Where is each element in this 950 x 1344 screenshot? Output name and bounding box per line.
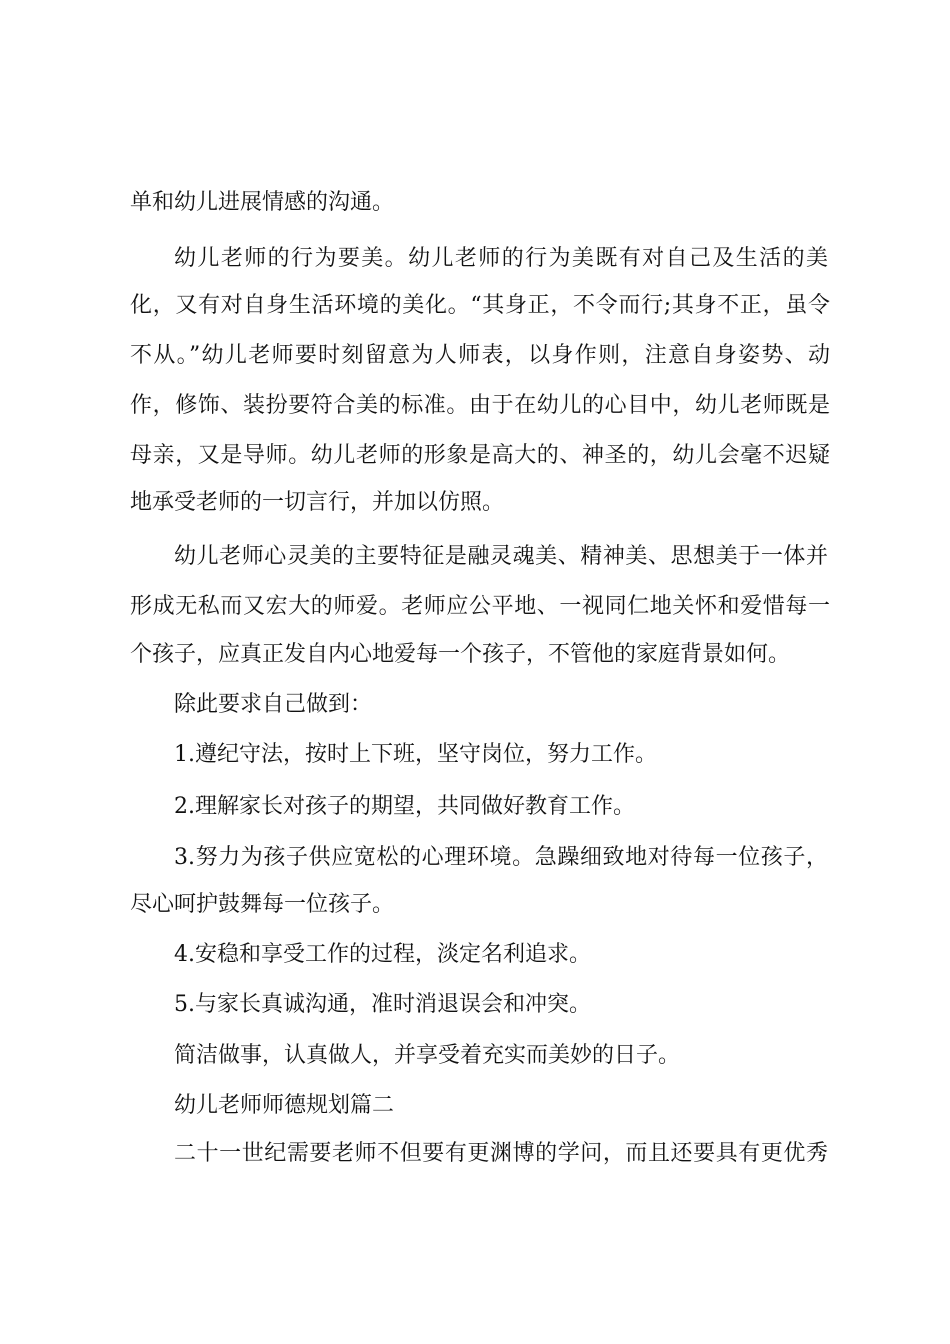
text-line: 单和幼儿进展情感的沟通。 [130, 190, 395, 215]
text-line: 除此要求自己做到： [174, 692, 373, 717]
text-line: 作，修饰、装扮要符合美的标准。由于在幼儿的心目中，幼儿老师既是 [130, 393, 830, 418]
text-line: 个孩子，应真正发自内心地爱每一个孩子，不管他的家庭背景如何。 [130, 642, 791, 667]
list-item: 5.与家长真诚沟通，准时消退误会和冲突。 [174, 992, 591, 1017]
text-line: 幼儿老师的行为要美。幼儿老师的行为美既有对自己及生活的美 [174, 246, 828, 271]
list-item: 3.努力为孩子供应宽松的心理环境。急躁细致地对待每一位孩子， [174, 845, 828, 870]
text-line: 化，又有对自身生活环境的美化。“其身正，不令而行;其身不正，虽令 [130, 293, 830, 318]
text-line: 二十一世纪需要老师不但要有更渊博的学问，而且还要具有更优秀 [174, 1141, 828, 1166]
list-item: 1.遵纪守法，按时上下班，坚守岗位，努力工作。 [174, 742, 657, 767]
list-item: 2.理解家长对孩子的期望，共同做好教育工作。 [174, 794, 635, 819]
text-line: 形成无私而又宏大的师爱。老师应公平地、一视同仁地关怀和爱惜每一 [130, 594, 830, 619]
text-line: 不从。”幼儿老师要时刻留意为人师表，以身作则，注意自身姿势、动 [130, 343, 830, 368]
section-heading: 幼儿老师师德规划篇二 [174, 1093, 395, 1118]
text-line: 幼儿老师心灵美的主要特征是融灵魂美、精神美、思想美于一体并 [174, 544, 828, 569]
text-line: 母亲，又是导师。幼儿老师的形象是高大的、神圣的，幼儿会毫不迟疑 [130, 443, 830, 468]
list-item: 4.安稳和享受工作的过程，淡定名利追求。 [174, 942, 591, 967]
text-line: 简洁做事，认真做人，并享受着充实而美妙的日子。 [174, 1043, 681, 1068]
text-line: 尽心呵护鼓舞每一位孩子。 [130, 892, 395, 917]
text-line: 地承受老师的一切言行，并加以仿照。 [130, 490, 505, 515]
